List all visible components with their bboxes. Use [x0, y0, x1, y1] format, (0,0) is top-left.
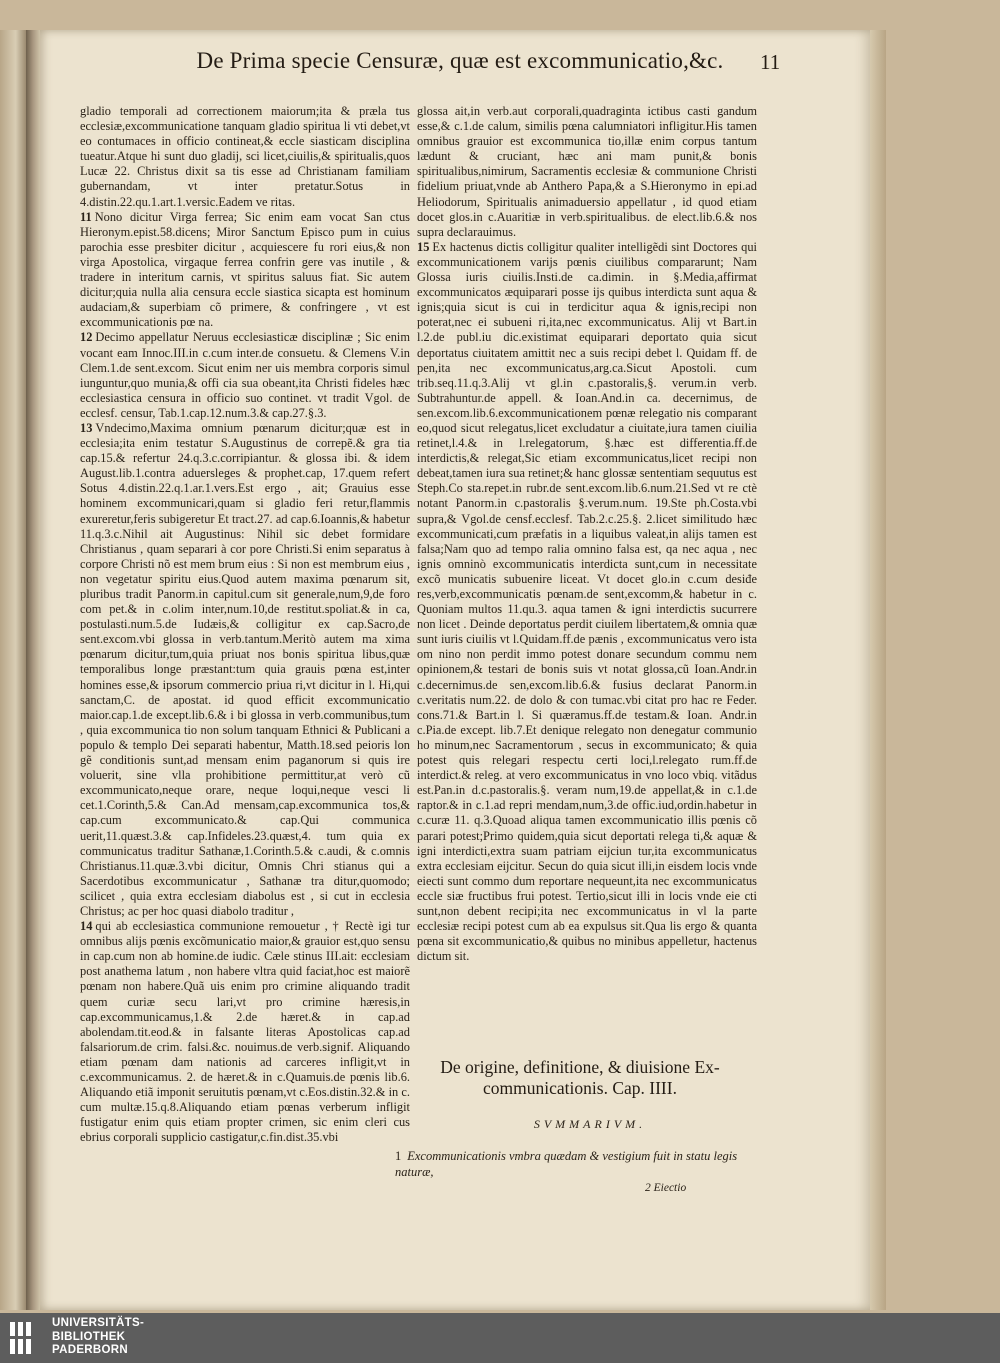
library-name — [52, 1317, 144, 1358]
library-name-line: UNIVERSITÄTS- — [52, 1317, 145, 1329]
chapter-heading-line: communicationis. Cap. IIII. — [483, 1078, 677, 1098]
marginal-number: 12 — [80, 330, 93, 345]
library-logo-icon — [8, 1318, 34, 1358]
left-text-column — [80, 104, 410, 1184]
paragraph-text: glossa ait,in verb.aut corporali,quadraginta ictibus casti gandum esse,& c.1.de calum, similis pœna calumniatori infligitur.His tamen omnibus grauior est excommunica tio,illæ enim corpus tantum lædunt & cruciant, hæc ani mam punit,& bonis spiritualibus,nimirum, Sacramentis ecclesiæ & communione Christi fidelium priuat,vnde ab Anthero Papa,& a S.Hieronymo in epi.ad Heliodorum, Spiritualis animaduersio appellatur , id quod etiam docet glos.in c.Auaritiæ in verb.spiritualibus. de elect.lib.6.& nos supra declarauimus. — [417, 104, 757, 239]
paragraph-text: qui ab ecclesiastica communione remouetur , † Rectè igi tur omnibus alijs pœnis excõmunicatio maior,& grauior est,quo sensu in cap.cum non ab homine.de iudic. Cæle stinus III.ait: ecclesiam post anathema latum , non habere vltra quid faciat,hoc est maiorẽ pœnam non habere.Quã uis enim pro crimine aliquando tradit quem curiæ secu lari,vt pro crimine hæresis,in cap.excommunicamus,1.& 2.de hæret.& in cap.ad abolendam.tit.eod.& in falsante literas Apostolicas cap.ad falsariorum.de crim. falsi.&c. nouimus.de verb.signif. Aliquando etiam pœnam dam nationis ad carceres infligit,vt in c.excommunicamus. 2. de hæret.& in c.Quamuis.de pœnis lib.6. Aliquando etiã imponit seruitutis pœnam,vt c.Eos.distin.32.& in c. cum multæ.15.q.8.Aliquando etiam pœnas verberum infligit fustigatur enim quis etiam propter crimen, sic enim cleri cus ebrius corporali supplicio castigatur,c.fin.dist.35.vbi — [80, 919, 410, 1145]
library-footer-bar — [0, 1313, 1000, 1363]
paragraph-text: Vndecimo,Maxima omnium pœnarum dicitur;quæ est in ecclesia;ita enim testatur S.Augustinus de correpẽ.& gra tia cap.15.& refertur 24.q.3.c.corripiantur. & glossa ibi. & idem August.lib.1.contra aduersleges & prophet.cap, 17.quem refert Sotus 4.distin.22.q.1.ar.1.vers.Est ergo , ait; Grauius esse hominem excommunicari,quam si gladio feri retur,flammis exureretur,feris subigeretur Et tract.27. ad cap.6.Ioannis,& habetur 11.q.3.c.Nihil ait Augustinus: Nihil sic debet formidare Christianus , quam separari à cor pore Christi.Si enim separatus à corpore Christi nõ est mem brum eius : Si non est membrum eius , non vegetatur spiritu eius.Quod autem maxima pœnarum sit, pluribus tradit Panorm.in capitul.cum sit generale,num,9,de foro com pet.& in c.olim inter,num.10,de restitut.spoliat.& in ca, postulasti.num.5.de Iudæis,& colligitur ex cap.Sacro,de sent.excom.vbi glossa in verb.tantum.Meritò autem ma xima pœnarum dicitur,tum,quia priuat nos bonis spiritua libus,quæ temporalibus longe præstant:tum quia grauis pœna est,inter homines esse,& ipsorum commercio priua ri,vt dicitur in l. Hi,qui sanctam,C. de apostat. id quod efficit excommunicatio maior.cap.1.de except.lib.6.& i bi glossa in verb.communibus,tum , quia excommunica tio non solum tanquam Ethnici & Publicani a populo & templo Dei separati habentur, Matth.18.sed peioris lon gẽ conditionis sunt,ad mensam enim paganorum si quis ire voluerit, sine vlla prohibitione permittitur,at verò cũ excommunicato,neque orare, neque loqui,neque vesci li cet.1.Corinth,5.& Can.Ad mensam,cap.excommunica tos,& cap.cum excommunicato.& cap.Qui communica uerit,11.quæst.3.& cap.Infideles.23.quæst,4. tum quia ex communicatus traditur Sathanæ,1.Corinth.5.& c.audi, & c.omnis Christianus.11.quæ.3.vbi dicitur, Omnis Chri stianus qui a Sacerdotibus excommunicatur , Sathanæ tra ditur,quomodo; scilicet , quia extra ecclesiam diabolus est , si cut in ecclesia Christus; ac per hoc quasi diabolo traditur , — [80, 420, 410, 918]
paragraph — [417, 240, 757, 965]
running-title: De Prima specie Censuræ, quæ est excommunicatio,&c. — [196, 48, 724, 73]
summarium-item-number: 1 — [395, 1149, 402, 1163]
marginal-number: 14 — [80, 919, 93, 934]
paragraph — [80, 330, 410, 421]
catchword: 2 Eiectio — [645, 1182, 687, 1194]
library-name-line: PADERBORN — [52, 1344, 128, 1356]
paragraph — [80, 919, 410, 1145]
book-gutter — [26, 30, 40, 1310]
right-text-column — [417, 104, 757, 1048]
paragraph — [417, 104, 757, 240]
folio-number: 11 — [760, 50, 781, 74]
chapter-heading — [395, 1057, 765, 1099]
paragraph — [80, 210, 410, 331]
paragraph — [80, 104, 410, 210]
marginal-number: 11 — [80, 209, 92, 224]
marginal-number: 13 — [80, 420, 93, 435]
marginal-number: 15 — [417, 239, 430, 254]
library-name-line: BIBLIOTHEK — [52, 1330, 126, 1343]
chapter-heading-line: De origine, definitione, & diuisione Ex- — [440, 1057, 720, 1077]
paragraph — [80, 421, 410, 919]
page-fore-edge — [870, 30, 886, 1310]
summarium-label: SVMMARIVM. — [533, 1117, 647, 1131]
paragraph-text: gladio temporali ad correctionem maiorum;ita & præla tus ecclesiæ,excommunicatione tanquam gladio spiritua li vti debet,vt eo contumaces in officio contineat,& eccle siasticam disciplina tueatur.Atque hi sunt duo gladij, sci licet,ciuilis,& spiritualis,quos Lucæ 22. Christus dixit sa tis esse ad Christianam familiam gubernandam, vt inter pretatur.Sotus in 4.distin.22.qu.1.art.1.versic.Eadem ve ritas. — [80, 104, 410, 209]
paragraph-text: Nono dicitur Virga ferrea; Sic enim eam vocat San ctus Hieronym.epist.58.dicens; Miror Sanctum Episco pum in cuius parochia esse presbiter dicitur , acquiescere fu rori eius,& non virga Apostolica, virgaque ferrea confrin gere vas inutile , & tradere in interitum carnis, vt spiritus saluus fiat. Sic autem dicitur;quia nulla alia censura eccle siastica sicapta est hominum audaciam,& superbiam cõ primere, & confringere , vt est excommunicationis pœ na. — [80, 209, 410, 330]
paragraph-text: Decimo appellatur Neruus ecclesiasticæ disciplinæ ; Sic enim vocant eam Innoc.III.in c.cum inter.de consuetu. & Clemens V.in Clem.1.de sent.excom. Sicut enim ner uis membra corporis simul iunguntur,quo munia,& offi cia sua obeant,ita Christi fideles hæc ecclesiastica censura in officio suo continet. vt tradit Vgol. de ecclesf. censur, Tab.1.cap.12.num.3.& cap.27.§.3. — [80, 330, 410, 420]
paragraph-text: Ex hactenus dictis colligitur qualiter intelligẽdi sint Doctores qui excommunicationem varijs pœnis ciuilibus compararunt; Nam Glossa iuris ciuilis.Insti.de ca.dimin. in §.Media,affirmat excommunicatos æquiparari posse ijs quibus interdicta sunt aqua & ignis;quia sicut is cui in terdicitur aqua & ignis,recipi non poterat,nec ei subueni ri,ita,nec excommunicatus. Alij vt Bart.in l.2.de publ.iu dic.existimat equiparari deportato quia sicut deportatus ciuitatem amittit nec a suis recipi debet l. Quidam ff. de pen,ita nec excommunicatus,arg.ca.Sicut Apostoli. cum trib.seq.11.q.3.Alij vt gl.in c.pastoralis,§. verum.in verb. Subtrahuntur.de appell. & Ioan.And.in ca. decernimus, de sen.excom.lib.6.excommunicationem pœnæ relegatio nis comparant eo,quod sicut relegatus,licet excludatur a ciuitate,iura tamen ciuilia retinet,l.4.& in l.relegatorum, §.hæc est differentia.ff.de interdictis,& relegat,Sic etiam excommunicatus,licet recipi non debeat,tamen iura sua retinet;& hanc glossæ sententiam sequutus est Steph.Co sta.repet.in rubr.de sent.excom.lib.6.num.21.Sed vt re ctè notant Panorm.in c.pastoralis §.verum.num. 19.Ste ph.Costa.vbi supra,& Vgol.de censf.ecclesf. Tab.2.c.25.§. 2.licet similitudo hæc excommunicati,cum præfatis in a liquibus valeat,in alijs tamen est falsa;Nam quo ad tempo ralia omnino falsa est, qa nec aqua , nec ignis omninò excommunicatis interdicta sunt,cum in necessitate excõ municatis subuenire liceat. Vt docet glo.in c.cum desiđe res,verb,excommunicatis pœnam.de sent,excomm,& habetur in c. Quoniam multos 11.qu.3. aqua tamen & igni interdictis sucurrere non licet . Deinde deportatus perdit ciuilem libertatem,& omnia quæ sunt iuris ciuilis vt l.Quidam.ff.de pænis , excommunicatus vero ista om nino non perdit immo potest donare secundum commu nem opinionem,& testari de bonis suis vt notat glossa,cũ Ioan.Andr.in c.decernimus.de sen,excom.lib.6.& fusius declarat Panorm.in c.veritatis num.22. de dolo & con tumac.vbi citat pro hac re Feder. cons.71.& Bart.in l. Si quæramus.ff.de testam.& Ioan. Andr.in c.Pia.de except. lib.7.Et denique relegato non denegatur communio ho minum,nec Sacramentorum , secus in excommunicato; & quia potest quis relegari respectu certi loci,l.relegato rum.ff.de interdict.& releg. at vero excommunicatus in vno loco vbiq. vitãdus est.Pan.in d.c.pastoralis.§. veram num,19.de appellat,& in c.1.de raptor.& in c.1.ad repri mendam,num,3.de offic.iud,ordin.habetur in c.curæ 11. q.3.Quoad aliqua tamen excommunicatio illis pœnis cõ parari potest;Primo quidem,quia sicut deportati relega ti,& aquæ & igni interdicti,extra suam patriam eijciun tur,ita excommunicatus extra ecclesiam eijcitur. Secun do quia sicut illi,in eisdem locis vnde eiecti sunt commo dum reportare nequeunt,ita nec excommunicatus eccle siæ fructibus frui potest. Tertio,sicut illi in locis vnde eie cti sunt,non debent recipi;ita nec excommunicatus in vl la parte ecclesiæ recipi potest cum ab ea expulsus sit.Qua lis ergo & quanta pœna sit excommunicatio,& quibus no minibus appelletur, hactenus dictum sit. — [417, 239, 757, 964]
summarium-item — [395, 1148, 765, 1180]
left-page-edge — [0, 30, 26, 1310]
summarium-item-text: Excommunicationis vmbra quædam & vestigium fuit in statu legis naturæ, — [395, 1149, 738, 1179]
